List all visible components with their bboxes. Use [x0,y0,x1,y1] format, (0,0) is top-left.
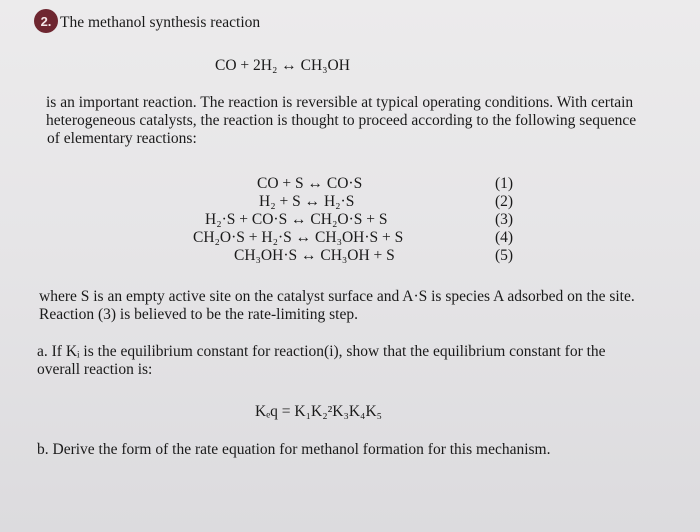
part-a-line-2: overall reaction is: [37,361,153,378]
part-a-line-1: a. If Kᵢ is the equilibrium constant for reaction(i), show that the equilibrium constant for the [37,343,606,360]
intro-line-2: heterogeneous catalysts, the reaction is thought to proceed according to the following sequence [46,112,637,129]
problem-title: The methanol synthesis reaction [60,14,261,31]
overall-equation: CO + 2H₂ ↔ CH₃OH [215,57,350,74]
reaction-1-number: (1) [495,175,514,192]
reaction-4-equation: CH₂O·S + H₂·S ↔ CH₃OH·S + S [193,229,404,246]
after-line-1: where S is an empty active site on the catalyst surface and A·S is species A adsorbed on the site. [39,288,635,305]
reaction-1-equation: CO + S ↔ CO·S [257,175,363,192]
keq-equation: Kₑq = K₁K₂²K₃K₄K₅ [255,403,383,420]
problem-number: 2. [40,13,52,29]
problem-number-badge [34,9,58,33]
reaction-3-number: (3) [495,211,514,228]
reaction-5-number: (5) [495,247,514,264]
reaction-5-equation: CH₃OH·S ↔ CH₃OH + S [234,247,395,264]
reaction-2-number: (2) [495,193,514,210]
part-b: b. Derive the form of the rate equation for methanol formation for this mechanism. [37,441,551,458]
intro-line-3: of elementary reactions: [47,130,197,147]
reaction-4-number: (4) [495,229,514,246]
after-line-2: Reaction (3) is believed to be the rate-limiting step. [39,306,358,323]
reaction-2-equation: H₂ + S ↔ H₂·S [259,193,355,210]
reaction-3-equation: H₂·S + CO·S ↔ CH₂O·S + S [205,211,388,228]
intro-line-1: is an important reaction. The reaction is reversible at typical operating conditions. With certain [46,94,634,111]
